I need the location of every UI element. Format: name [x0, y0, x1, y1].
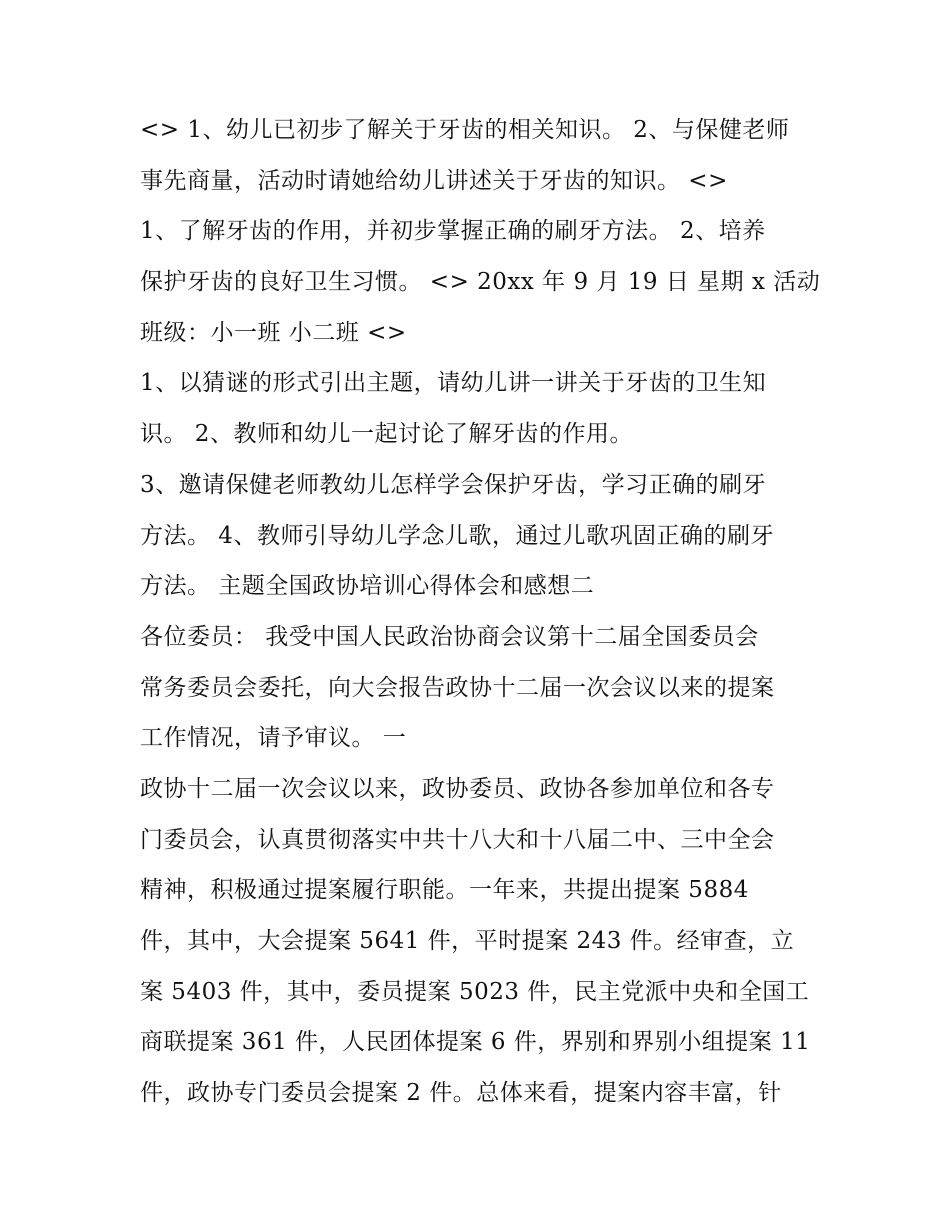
text-line-10: 方法。 主题全国政协培训心得体会和感想二	[140, 573, 595, 600]
text-line-7: 识。 2、教师和幼儿一起讨论了解牙齿的作用。	[140, 421, 633, 448]
text-line-17: 件，其中，大会提案 5641 件，平时提案 243 件。经审查，立	[140, 928, 795, 954]
text-line-18: 案 5403 件，其中，委员提案 5023 件，民主党派中央和全国工	[140, 978, 810, 1005]
text-line-20: 件，政协专门委员会提案 2 件。总体来看，提案内容丰富，针	[140, 1080, 782, 1107]
text-line-12: 常务委员会委托，向大会报告政协十二届一次会议以来的提案	[140, 674, 775, 701]
text-line-8: 3、邀请保健老师教幼儿怎样学会保护牙齿，学习正确的刷牙	[140, 471, 767, 498]
text-line-4: 保护牙齿的良好卫生习惯。 <> 20xx 年 9 月 19 日 星期 x 活动	[140, 269, 821, 296]
text-line-11: 各位委员： 我受中国人民政治协商会议第十二届全国委员会	[140, 623, 759, 650]
text-line-5: 班级：小一班 小二班 <>	[140, 319, 407, 346]
text-line-2: 事先商量，活动时请她给幼儿讲述关于牙齿的知识。 <>	[140, 167, 728, 194]
document-body	[140, 105, 830, 1119]
text-line-19: 商联提案 361 件，人民团体提案 6 件，界别和界别小组提案 11	[140, 1029, 811, 1056]
text-line-13: 工作情况，请予审议。 一	[140, 725, 407, 752]
text-line-9: 方法。 4、教师引导幼儿学念儿歌，通过儿歌巩固正确的刷牙	[140, 522, 774, 549]
text-line-14: 政协十二届一次会议以来，政协委员、政协各参加单位和各专	[140, 775, 775, 802]
text-line-1: <> 1、幼儿已初步了解关于牙齿的相关知识。 2、与保健老师	[140, 117, 790, 143]
text-line-6: 1、以猜谜的形式引出主题，请幼儿讲一讲关于牙齿的卫生知	[140, 370, 767, 397]
text-line-16: 精神，积极通过提案履行职能。一年来，共提出提案 5884	[140, 877, 749, 904]
text-line-3: 1、了解牙齿的作用，并初步掌握正确的刷牙方法。 2、培养	[140, 218, 766, 245]
text-line-15: 门委员会，认真贯彻落实中共十八大和十八届二中、三中全会	[140, 826, 775, 853]
